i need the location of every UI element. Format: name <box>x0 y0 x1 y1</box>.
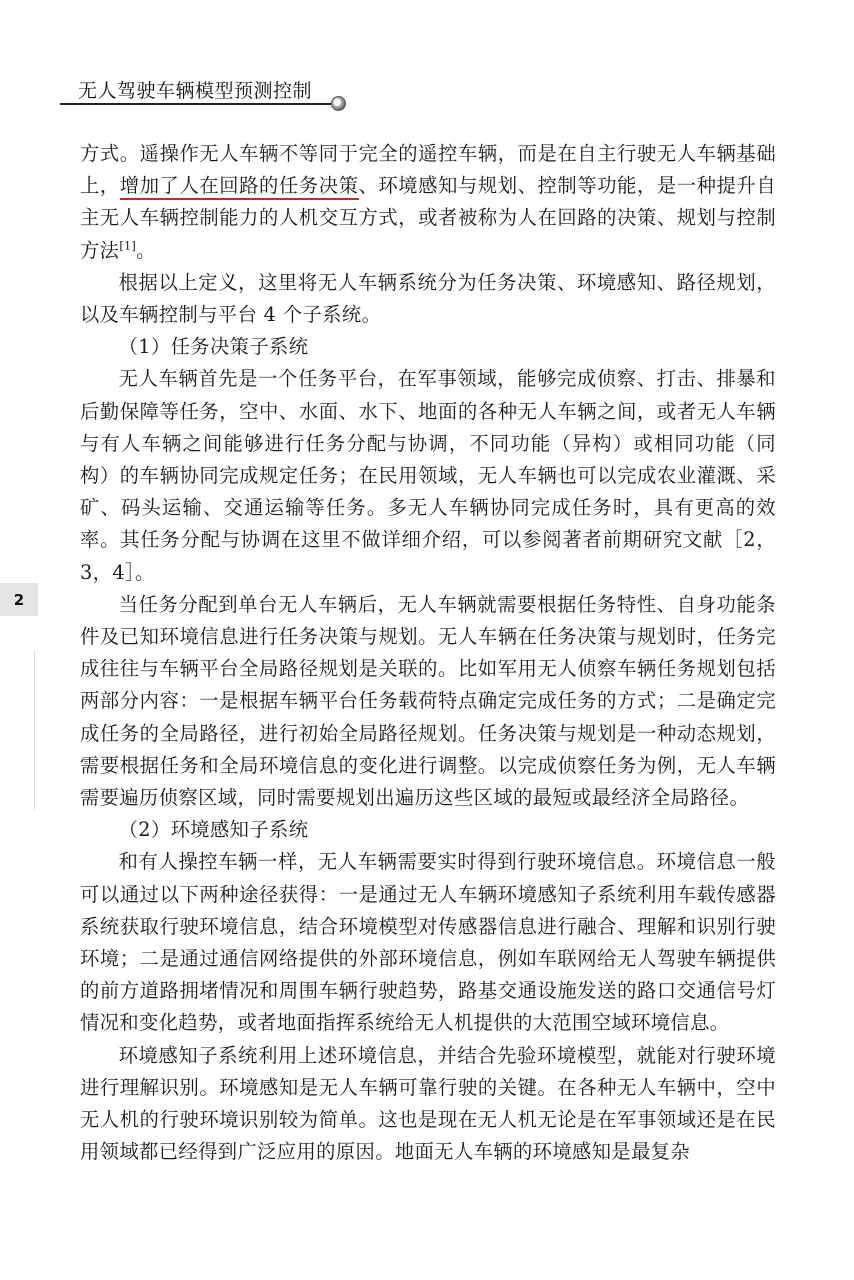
margin-line <box>34 650 35 810</box>
header-ornament-icon <box>331 96 346 111</box>
underlined-phrase: 增加了人在回路的任务决策 <box>120 174 359 200</box>
paragraph-3: 无人车辆首先是一个任务平台，在军事领域，能够完成侦察、打击、排暴和后勤保障等任务，空中、水面、水下、地面的各种无人车辆之间，或者无人车辆与有人车辆之间能够进行任务分配与协调，不同功能（异构）或相同功能（同构）的车辆协同完成规定任务；在民用领域，无人车辆也可以完成农业灌溉、采矿、码头运输、交通运输等任务。多无人车辆协同完成任务时，具有更高的效率。其任务分配与协调在这里不做详细介绍，可以参阅著者前期研究文献［2，3，4］。 <box>80 367 776 584</box>
page-number: 2 <box>13 590 25 609</box>
paragraph-4: 当任务分配到单台无人车辆后，无人车辆就需要根据任务特性、自身功能条件及已知环境信息进行任务决策与规划。无人车辆在任务决策与规划时，任务完成往往与车辆平台全局路径规划是关联的。比如军用无人侦察车辆任务规划包括两部分内容：一是根据车辆平台任务载荷特点确定完成任务的方式；二是确定完成任务的全局路径，进行初始全局路径规划。任务决策与规划是一种动态规划，需要根据任务和全局环境信息的变化进行调整。以完成侦察任务为例，无人车辆需要遍历侦察区域，同时需要规划出遍历这些区域的最短或最经济全局路径。 <box>80 592 776 810</box>
section-heading-environment-perception: （2）环境感知子系统 <box>118 818 309 842</box>
paragraph-5: 和有人操控车辆一样，无人车辆需要实时得到行驶环境信息。环境信息一般可以通过以下两种途径获得：一是通过无人车辆环境感知子系统利用车载传感器系统获取行驶环境信息，结合环境模型对传感器信息进行融合、理解和识别行驶环境；二是通过通信网络提供的外部环境信息，例如车联网给无人驾驶车辆提供的前方道路拥堵情况和周围车辆行驶趋势，路基交通设施发送的路口交通信号灯情况和变化趋势，或者地面指挥系统给无人机提供的大范围空域环境信息。 <box>80 850 776 1035</box>
section-heading-task-decision: （1）任务决策子系统 <box>118 335 309 359</box>
paragraph-2: 根据以上定义，这里将无人车辆系统分为任务决策、环境感知、路径规划，以及车辆控制与平台 4 个子系统。 <box>80 270 776 327</box>
citation-1: [1] <box>119 239 137 253</box>
header-rule <box>60 103 338 105</box>
page-number-tab <box>0 583 38 616</box>
body-text <box>80 138 776 1169</box>
paragraph-1: 方式。遥操作无人车辆不等同于完全的遥控车辆，而是在自主行驶无人车辆基础上，增加了人在回路的任务决策、环境感知与规划、控制等功能，是一种提升自主无人车辆控制能力的人机交互方式，或者被称为人在回路的决策、规划与控制方法[1]。 <box>80 142 776 262</box>
paragraph-6: 环境感知子系统利用上述环境信息，并结合先验环境模型，就能对行驶环境进行理解识别。环境感知是无人车辆可靠行驶的关键。在各种无人车辆中，空中无人机的行驶环境识别较为简单。这也是现在无人机无论是在军事领域还是在民用领域都已经得到广泛应用的原因。地面无人车辆的环境感知是最复杂 <box>80 1043 776 1164</box>
running-header-title: 无人驾驶车辆模型预测控制 <box>78 80 313 102</box>
